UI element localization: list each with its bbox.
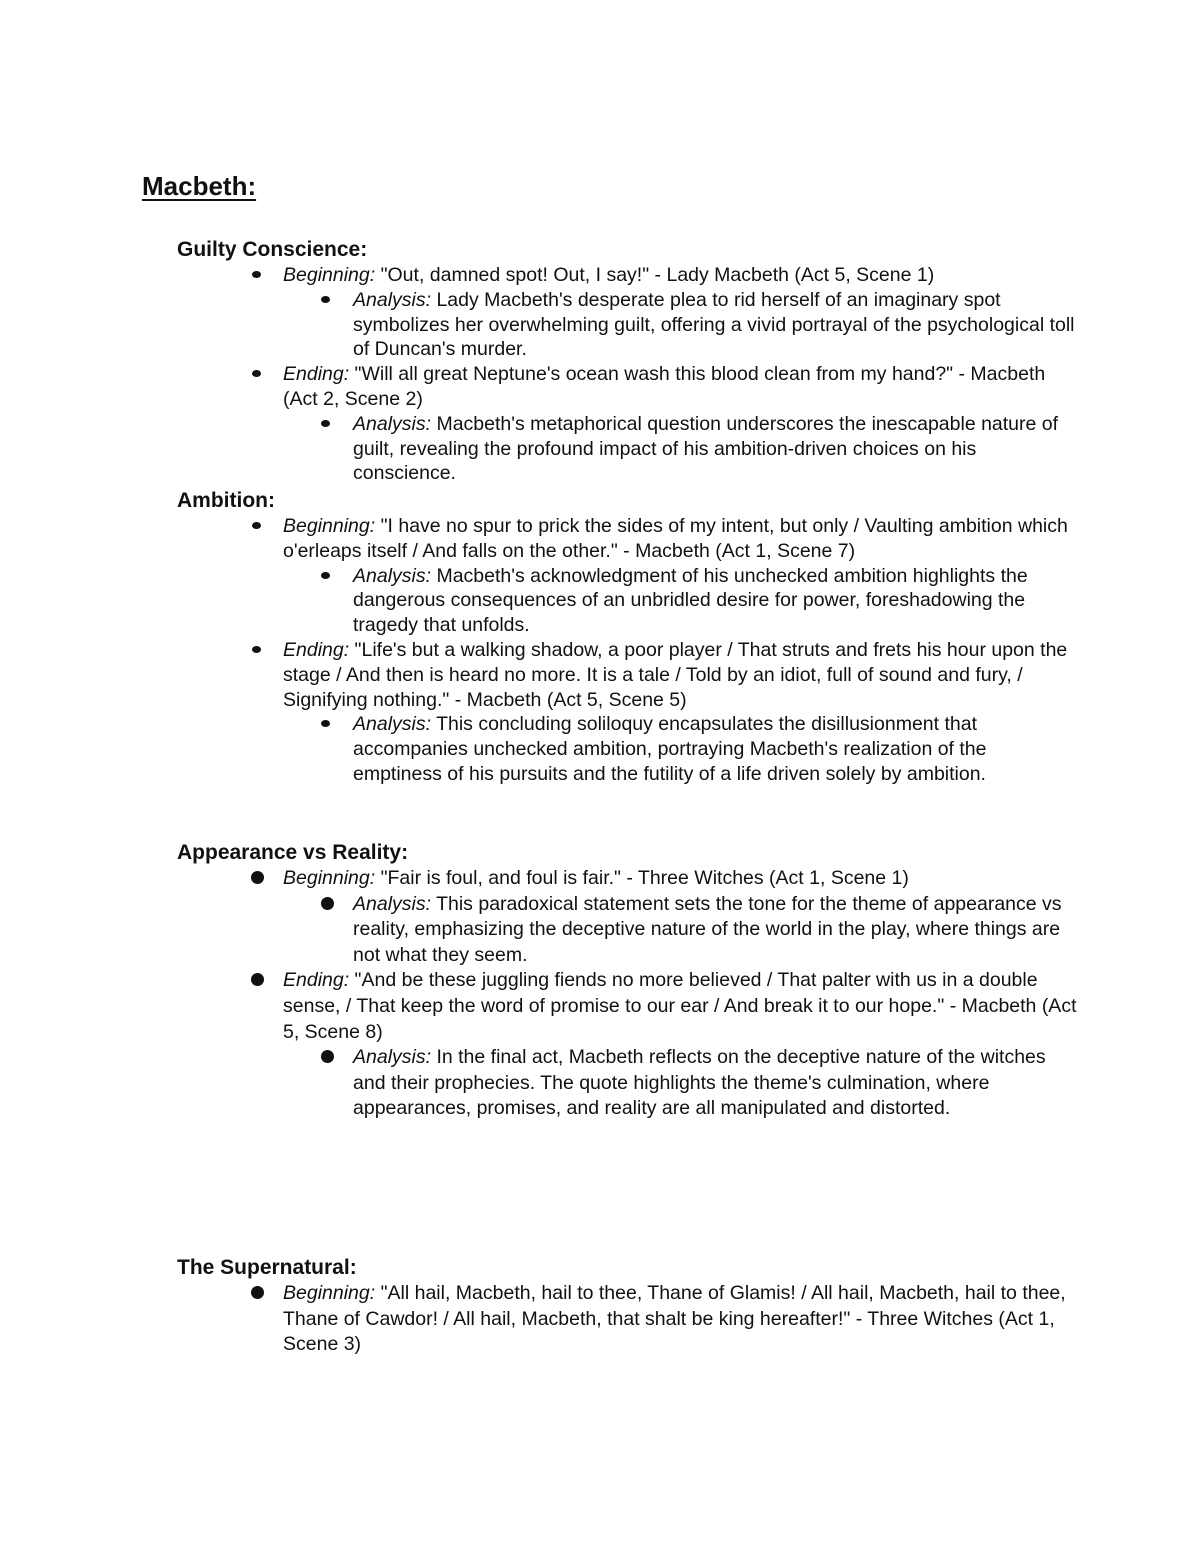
quote-label: Beginning:	[283, 264, 376, 286]
analysis-text: This paradoxical statement sets the tone for the theme of appearance vs reality, emphasizing the deceptive nature of the world in the play, where things are not what they seem.	[353, 892, 1062, 966]
analysis-label: Analysis:	[353, 564, 432, 587]
section-appearance-vs-reality	[177, 839, 1077, 1122]
bullet-icon	[321, 572, 330, 579]
analysis-label: Analysis:	[353, 412, 432, 435]
quote-list	[177, 263, 1077, 486]
quote-list	[177, 866, 1077, 1122]
analysis-item	[283, 712, 1077, 786]
quote-text: "Life's but a walking shadow, a poor player / That struts and frets his hour upon the stage / And then is heard no more. It is a tale / Told by an idiot, full of sound and fury, / Signifying nothing." - Macbeth (Act 5, Scene 5)	[283, 638, 1068, 711]
bullet-icon	[251, 871, 264, 884]
analysis-list	[283, 892, 1077, 969]
analysis-label: Analysis:	[353, 713, 432, 736]
section-heading: Appearance vs Reality:	[177, 841, 409, 864]
bullet-icon	[321, 420, 330, 427]
quote-item-ending	[177, 968, 1077, 1122]
quote-text: "Out, damned spot! Out, I say!" - Lady Macbeth (Act 5, Scene 1)	[375, 264, 935, 286]
quote-text: "And be these juggling fiends no more believed / That palter with us in a double sense, / That keep the word of promise to our ear / And break it to our hope." - Macbeth (Act 5, Scene 8)	[283, 969, 1077, 1043]
quote-list	[177, 1281, 1077, 1358]
analysis-text: Macbeth's metaphorical question underscores the inescapable nature of guilt, revealing the profound impact of his ambition-driven choices on his conscience.	[353, 412, 1059, 485]
bullet-icon	[252, 370, 261, 377]
document-title: Macbeth:	[142, 171, 257, 201]
bullet-icon	[251, 973, 264, 986]
quote-item-beginning	[177, 1281, 1077, 1358]
analysis-item	[283, 288, 1077, 362]
quote-text: "I have no spur to prick the sides of my intent, but only / Vaulting ambition which o'erleaps itself / And falls on the other." - Macbeth (Act 1, Scene 7)	[283, 515, 1068, 562]
analysis-list	[283, 712, 1077, 786]
analysis-list	[283, 564, 1077, 638]
analysis-text: Lady Macbeth's desperate plea to rid herself of an imaginary spot symbolizes her overwhelming guilt, offering a vivid portrayal of the psychological toll of Duncan's murder.	[353, 288, 1075, 361]
bullet-icon	[321, 296, 330, 303]
bullet-icon	[321, 720, 330, 727]
bullet-icon	[321, 897, 334, 910]
analysis-label: Analysis:	[353, 892, 432, 915]
quote-item-beginning	[177, 866, 1077, 968]
analysis-label: Analysis:	[353, 1046, 432, 1069]
analysis-text: In the final act, Macbeth reflects on the deceptive nature of the witches and their prophecies. The quote highlights the theme's culmination, where appearances, promises, and reality are all manipulated and distorted.	[353, 1046, 1046, 1120]
quote-item-beginning	[177, 514, 1077, 638]
analysis-text: This concluding soliloquy encapsulates the disillusionment that accompanies unchecked ambition, portraying Macbeth's realization of the emptiness of his pursuits and the futility of a life driven solely by ambition.	[353, 713, 987, 785]
section-the-supernatural	[177, 1254, 1077, 1358]
quote-label: Beginning:	[283, 867, 376, 889]
quote-item-ending	[177, 638, 1077, 787]
quote-item-ending	[177, 362, 1077, 486]
analysis-label: Analysis:	[353, 288, 432, 311]
quote-label: Ending:	[283, 363, 350, 386]
quote-text: "Will all great Neptune's ocean wash this blood clean from my hand?" - Macbeth (Act 2, Scene 2)	[283, 363, 1046, 410]
quote-label: Beginning:	[283, 515, 376, 537]
analysis-item	[283, 564, 1077, 638]
bullet-icon	[252, 646, 261, 653]
section-heading: Guilty Conscience:	[177, 238, 368, 261]
analysis-item	[283, 892, 1077, 969]
quote-list	[177, 514, 1077, 787]
quote-label: Ending:	[283, 969, 350, 992]
analysis-list	[283, 412, 1077, 486]
analysis-text: Macbeth's acknowledgment of his unchecked ambition highlights the dangerous consequences of an unbridled desire for power, foreshadowing the tragedy that unfolds.	[353, 564, 1028, 637]
bullet-icon	[252, 522, 261, 529]
quote-text: "All hail, Macbeth, hail to thee, Thane of Glamis! / All hail, Macbeth, hail to thee, Thane of Cawdor! / All hail, Macbeth, that shalt be king hereafter!" - Three Witches (Act 1, Scene 3)	[283, 1282, 1066, 1356]
quote-label: Beginning:	[283, 1282, 376, 1304]
quote-label: Ending:	[283, 638, 350, 661]
section-guilty-conscience	[177, 236, 1077, 486]
analysis-item	[283, 412, 1077, 486]
analysis-item	[283, 1045, 1077, 1122]
bullet-icon	[321, 1050, 334, 1063]
quote-item-beginning	[177, 263, 1077, 362]
section-heading: The Supernatural:	[177, 1256, 357, 1279]
bullet-icon	[251, 1286, 264, 1299]
section-heading: Ambition:	[177, 489, 275, 512]
section-ambition	[177, 487, 1077, 787]
analysis-list	[283, 288, 1077, 362]
analysis-list	[283, 1045, 1077, 1122]
bullet-icon	[252, 271, 261, 278]
quote-text: "Fair is foul, and foul is fair." - Three Witches (Act 1, Scene 1)	[375, 867, 909, 889]
